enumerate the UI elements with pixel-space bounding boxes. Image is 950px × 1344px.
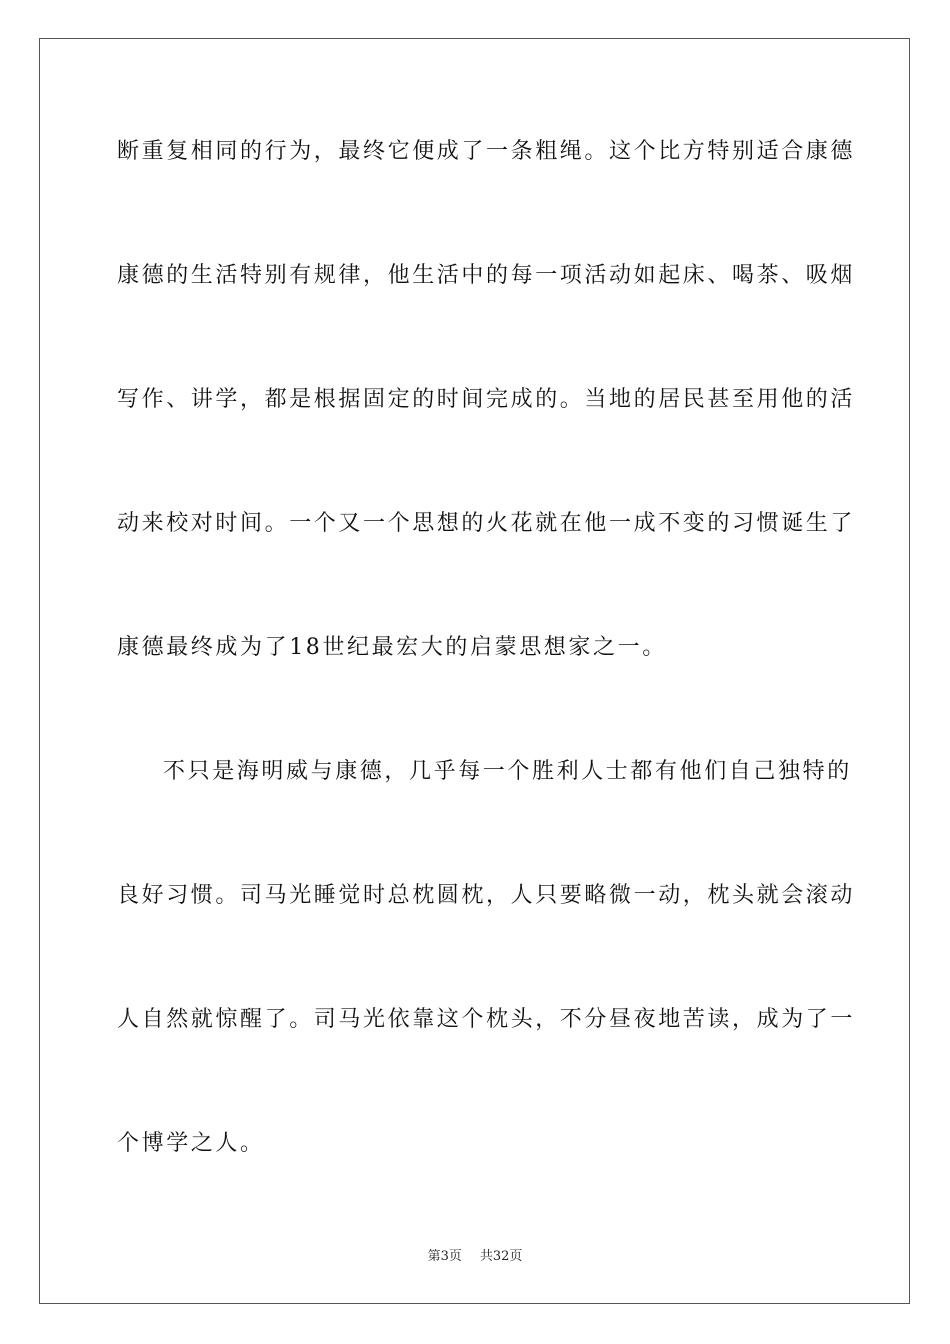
page-border [39, 38, 910, 1304]
text-line: 人自然就惊醒了。司马光依靠这个枕头，不分昼夜地苦读，成为了一 [117, 1007, 856, 1032]
total-pages: 共32页 [479, 1249, 523, 1264]
page-footer [0, 1248, 950, 1266]
text-line: 写作、讲学，都是根据固定的时间完成的。当地的居民甚至用他的活 [117, 387, 856, 412]
text-line: 断重复相同的行为，最终它便成了一条粗绳。这个比方特别适合康德 [117, 139, 856, 164]
page-number: 第3页 [427, 1249, 462, 1264]
text-line: 动来校对时间。一个又一个思想的火花就在他一成不变的习惯诞生了 [117, 511, 856, 536]
text-line: 良好习惯。司马光睡觉时总枕圆枕，人只要略微一动，枕头就会滚动 [117, 883, 856, 908]
text-line: 康德最终成为了18世纪最宏大的启蒙思想家之一。 [117, 635, 667, 660]
text-line: 个博学之人。 [117, 1131, 265, 1156]
text-line: 康德的生活特别有规律，他生活中的每一项活动如起床、喝茶、吸烟 [117, 263, 856, 288]
paragraph-first-line: 不只是海明威与康德，几乎每一个胜利人士都有他们自己独特的 [163, 759, 852, 784]
